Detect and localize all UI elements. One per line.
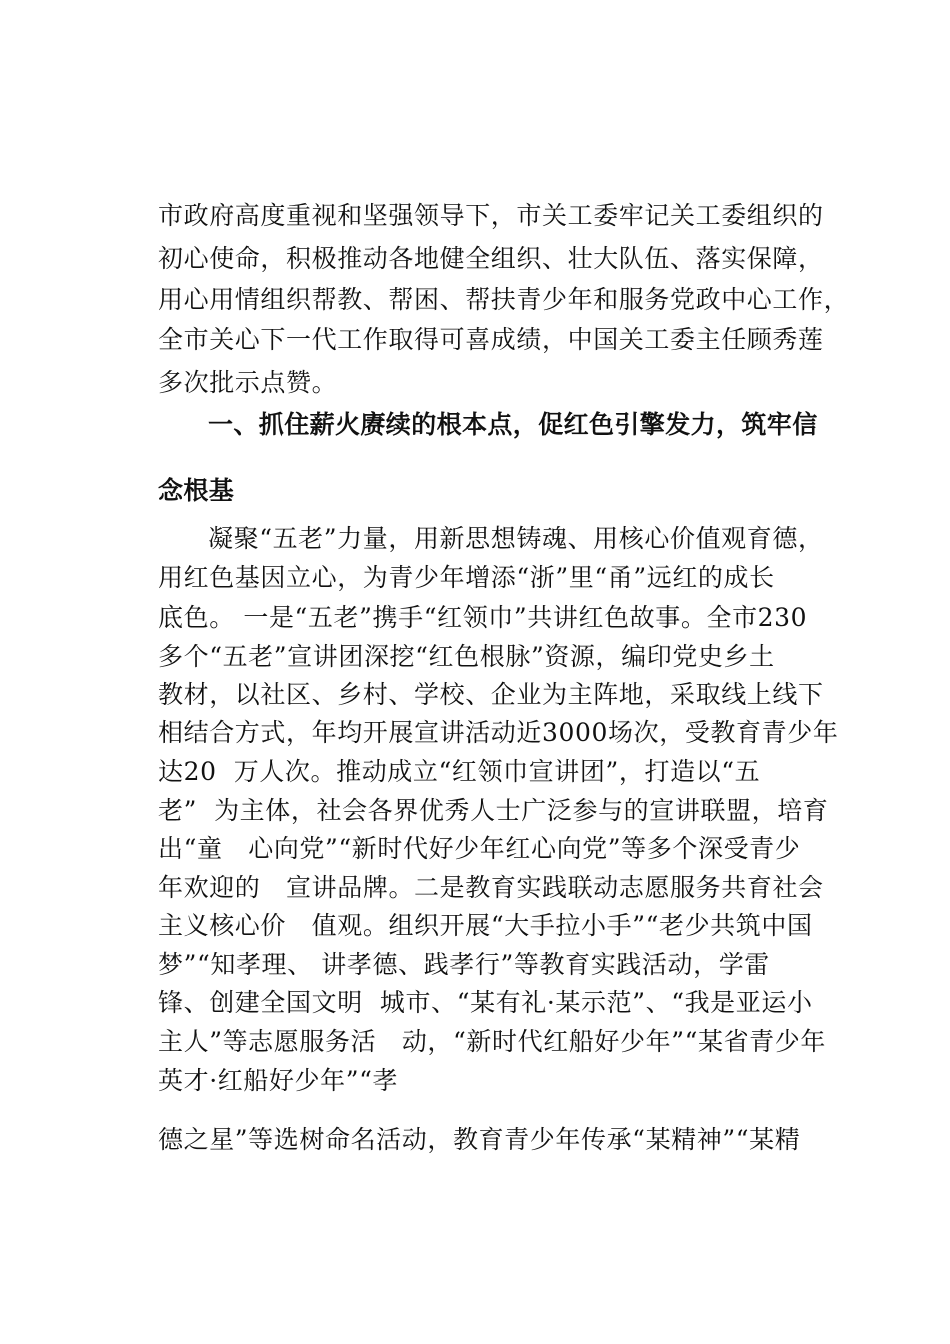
paragraph-2-line-15: 英才·红船好少年”“孝 (158, 1066, 399, 1095)
paragraph-2-line-10: 年欢迎的 宣讲品牌。二是教育实践联动志愿服务共育社会 (158, 873, 824, 902)
paragraph-1-line-5: 多次批示点赞。 (158, 368, 338, 397)
paragraph-2-line-6: 相结合方式，年均开展宣讲活动近3000场次，受教育青少年 (158, 718, 839, 747)
paragraph-1-line-2: 初心使命，积极推动各地健全组织、壮大队伍、落实保障， (158, 244, 824, 273)
paragraph-2-line-14: 主人”等志愿服务活 动，“新时代红船好少年”“某省青少年 (158, 1027, 826, 1056)
paragraph-1-line-4: 全市关心下一代工作取得可喜成绩，中国关工委主任顾秀莲 (158, 325, 824, 354)
paragraph-2-line-1: 凝聚“五老”力量，用新思想铸魂、用核心价值观育德， (208, 524, 824, 553)
paragraph-2-line-9: 出“童 心向党”“新时代好少年红心向党”等多个深受青少 (158, 834, 801, 863)
paragraph-2-line-4: 多个“五老”宣讲团深挖“红色根脉”资源，编印党史乡土 (158, 642, 775, 671)
paragraph-2-line-3: 底色。 一是“五老”携手“红领巾”共讲红色故事。全市230 (158, 603, 808, 632)
paragraph-2-line-12: 梦”“知孝理、 讲孝德、践孝行”等教育实践活动，学雷 (158, 950, 770, 979)
paragraph-2-line-2: 用红色基因立心，为青少年增添“浙”里“甬”远红的成长 (158, 563, 775, 592)
section-1-heading-line-1: 一、抓住薪火赓续的根本点，促红色引擎发力，筑牢信 (208, 410, 818, 439)
section-1-heading-line-2: 念根基 (158, 476, 235, 505)
paragraph-2-line-11: 主义核心价 值观。组织开展“大手拉小手”“老少共筑中国 (158, 911, 813, 940)
paragraph-1-line-3: 用心用情组织帮教、帮困、帮扶青少年和服务党政中心工作， (158, 285, 850, 314)
paragraph-2-line-16: 德之星”等选树命名活动，教育青少年传承“某精神”“某精 (158, 1125, 801, 1154)
paragraph-2-line-8: 老” 为主体，社会各界优秀人士广泛参与的宣讲联盟，培育 (158, 796, 829, 825)
paragraph-2-line-13: 锋、创建全国文明 城市、“某有礼·某示范”、“我是亚运小 (158, 988, 813, 1017)
paragraph-2-line-5: 教材，以社区、乡村、学校、企业为主阵地，采取线上线下 (158, 680, 824, 709)
paragraph-1-line-1: 市政府高度重视和坚强领导下，市关工委牢记关工委组织的 (158, 201, 824, 230)
paragraph-2-line-7: 达20 万人次。推动成立“红领巾宣讲团”，打造以“五 (158, 757, 761, 786)
